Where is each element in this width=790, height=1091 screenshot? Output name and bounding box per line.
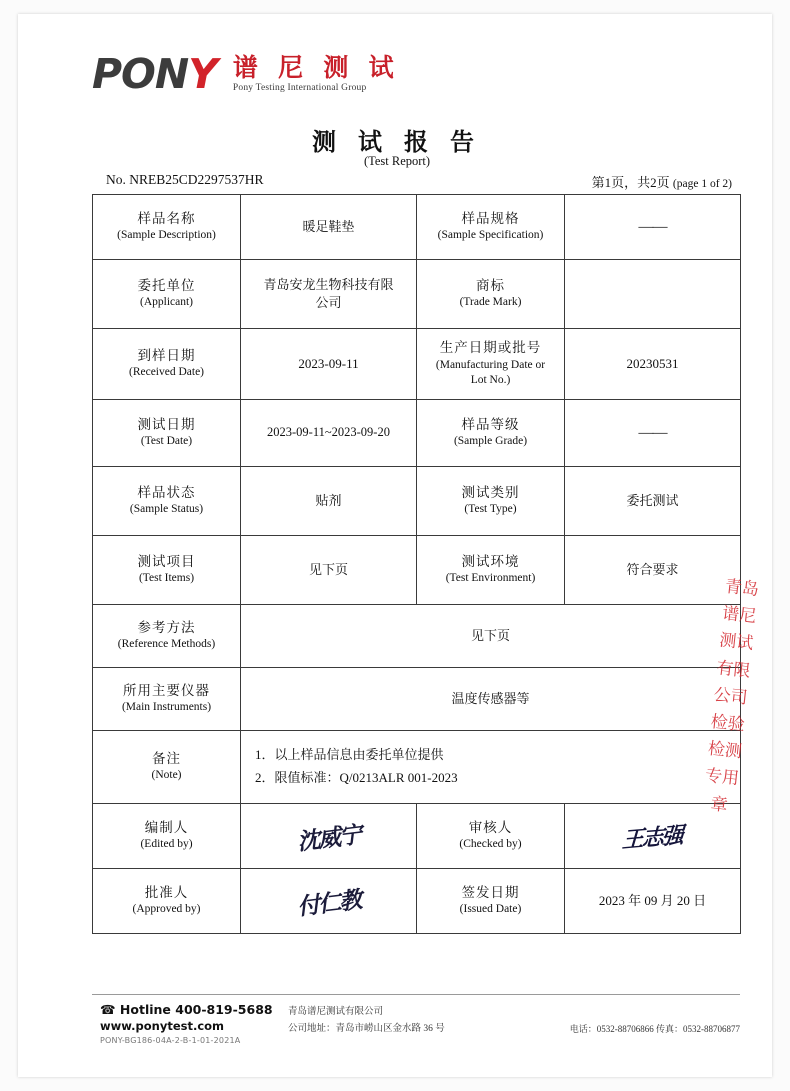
table-row	[93, 195, 741, 260]
company-seal: 青岛谱尼测试有限公司检验检测专用章	[704, 576, 760, 815]
report-number: No. NREB25CD2297537HR	[106, 172, 264, 187]
field-label-manufacturing-date	[417, 329, 565, 400]
field-value-test-type: 委托测试	[565, 467, 741, 536]
footer-hotline: ☎ Hotline 400-819-5688	[100, 1002, 273, 1017]
logo-wordmark-accent: Y	[188, 50, 217, 98]
label-cn: 签发日期	[461, 885, 520, 901]
page-indicator	[592, 172, 732, 191]
table-row	[93, 536, 741, 605]
logo-wordmark-main: PON	[92, 50, 189, 98]
field-value-received-date: 2023-09-11	[241, 329, 417, 400]
footer-doc-code: PONY-BG186-04A-2-B-1-01-2021A	[100, 1036, 241, 1045]
footer-company-address: 公司地址：青岛市崂山区金水路 36 号	[288, 1024, 445, 1035]
label-cn: 到样日期	[137, 348, 196, 364]
label-en: (Issued Date)	[459, 903, 522, 916]
field-value-sample-description: 暖足鞋垫	[241, 195, 417, 260]
label-en: (Reference Methods)	[117, 638, 216, 651]
label-cn: 生产日期或批号	[439, 340, 542, 356]
field-value-test-environment: 符合要求	[565, 536, 741, 605]
field-label-received-date	[93, 329, 241, 400]
field-value-sample-status: 贴剂	[241, 467, 417, 536]
label-en: (Test Type)	[464, 503, 517, 516]
label-cn: 编制人	[144, 820, 189, 836]
field-value-test-date: 2023-09-11~2023-09-20	[241, 400, 417, 467]
label-en: (Checked by)	[459, 838, 522, 851]
field-value-test-items: 见下页	[241, 536, 417, 605]
label-cn: 委托单位	[137, 278, 196, 294]
label-en: (Applicant)	[139, 296, 193, 309]
table-row	[93, 605, 741, 668]
field-label-note	[93, 731, 241, 804]
label-en: (Test Items)	[138, 572, 195, 585]
footer-website[interactable]: www.ponytest.com	[100, 1019, 225, 1033]
label-cn: 备注	[152, 751, 181, 767]
field-value-manufacturing-date: 20230531	[565, 329, 741, 400]
signature-checked-by	[565, 804, 741, 869]
report-table	[92, 194, 741, 934]
table-row	[93, 804, 741, 869]
signature-approved-by-text: 付仁教	[295, 885, 362, 921]
field-label-main-instruments	[93, 668, 241, 731]
page-indicator-en: (page 1 of 2)	[672, 178, 732, 190]
label-cn: 所用主要仪器	[123, 683, 210, 699]
signature-approved-by	[241, 869, 417, 934]
report-meta	[92, 172, 732, 190]
field-value-note	[241, 731, 741, 804]
field-value-main-instruments: 温度传感器等	[241, 668, 741, 731]
label-en: (Trade Mark)	[459, 296, 522, 309]
footer-telephone: 电话：0532-88706866 传真：0532-88706877	[569, 1024, 740, 1034]
field-label-test-environment	[417, 536, 565, 605]
table-row	[93, 329, 741, 400]
signature-checked-by-text: 王志强	[621, 821, 683, 854]
report-sheet	[18, 14, 772, 1077]
label-en: (Sample Description)	[117, 229, 216, 242]
label-en: (Received Date)	[128, 366, 205, 379]
note-line-2: 2．限值标准：Q/0213ALR 001-2023	[255, 770, 458, 785]
field-value-applicant: 青岛安龙生物科技有限公司	[241, 260, 417, 329]
footer-hotline-text: Hotline 400-819-5688	[119, 1002, 273, 1017]
field-label-test-type	[417, 467, 565, 536]
field-label-applicant	[93, 260, 241, 329]
signature-edited-by	[241, 804, 417, 869]
field-label-approved-by	[93, 869, 241, 934]
footer-company-block	[288, 1004, 445, 1038]
pony-logo	[92, 50, 401, 98]
label-en: (Test Environment)	[445, 572, 536, 585]
logo-chinese-name: 谱 尼 测 试	[232, 54, 401, 82]
label-cn: 测试类别	[461, 485, 520, 501]
logo-chinese-block	[233, 56, 401, 95]
field-label-test-date	[93, 400, 241, 467]
field-value-issued-date: 2023 年 09 月 20 日	[565, 869, 741, 934]
label-en: (Main Instruments)	[121, 701, 212, 714]
field-label-test-items	[93, 536, 241, 605]
label-en: (Edited by)	[140, 838, 193, 851]
label-en: (Manufacturing Date or Lot No.)	[435, 358, 546, 387]
label-cn: 测试项目	[137, 554, 196, 570]
table-row	[93, 467, 741, 536]
table-row	[93, 731, 741, 804]
page-title: 测 试 报 告	[312, 130, 482, 156]
label-en: (Approved by)	[132, 903, 201, 916]
field-label-sample-specification	[417, 195, 565, 260]
label-cn: 参考方法	[137, 620, 196, 636]
label-cn: 样品规格	[461, 211, 520, 227]
footer-contact	[100, 1002, 273, 1045]
field-label-trade-mark	[417, 260, 565, 329]
label-cn: 测试环境	[461, 554, 520, 570]
field-label-edited-by	[93, 804, 241, 869]
table-row	[93, 260, 741, 329]
field-label-sample-description	[93, 195, 241, 260]
table-row	[93, 668, 741, 731]
page-title-english: (Test Report)	[363, 154, 431, 168]
field-value-sample-specification: ——	[565, 195, 741, 260]
field-label-issued-date	[417, 869, 565, 934]
report-header	[92, 50, 702, 168]
page-indicator-cn: 第1页，共2页	[591, 175, 670, 190]
footer-company-name: 青岛谱尼测试有限公司	[288, 1007, 384, 1017]
label-en: (Test Date)	[140, 435, 193, 448]
field-value-trade-mark	[565, 260, 741, 329]
field-value-reference-methods: 见下页	[241, 605, 741, 668]
label-en: (Note)	[151, 769, 182, 782]
label-en: (Sample Status)	[129, 503, 204, 516]
label-cn: 样品状态	[137, 485, 196, 501]
table-row	[93, 869, 741, 934]
footer-divider	[92, 994, 740, 995]
field-label-sample-status	[93, 467, 241, 536]
logo-wordmark	[92, 50, 217, 98]
signature-edited-by-text: 沈威宁	[295, 820, 362, 856]
label-cn: 样品等级	[461, 417, 520, 433]
field-label-reference-methods	[93, 605, 241, 668]
field-label-sample-grade	[417, 400, 565, 467]
note-line-1: 1．以上样品信息由委托单位提供	[255, 747, 444, 763]
label-cn: 测试日期	[137, 417, 196, 433]
field-label-checked-by	[417, 804, 565, 869]
field-value-sample-grade: ——	[565, 400, 741, 467]
label-en: (Sample Specification)	[437, 229, 544, 242]
label-en: (Sample Grade)	[453, 435, 528, 448]
table-row	[93, 400, 741, 467]
label-cn: 样品名称	[137, 211, 196, 227]
logo-english-name: Pony Testing International Group	[232, 83, 367, 93]
label-cn: 商标	[476, 278, 505, 294]
label-cn: 审核人	[468, 820, 513, 836]
label-cn: 批准人	[144, 885, 189, 901]
